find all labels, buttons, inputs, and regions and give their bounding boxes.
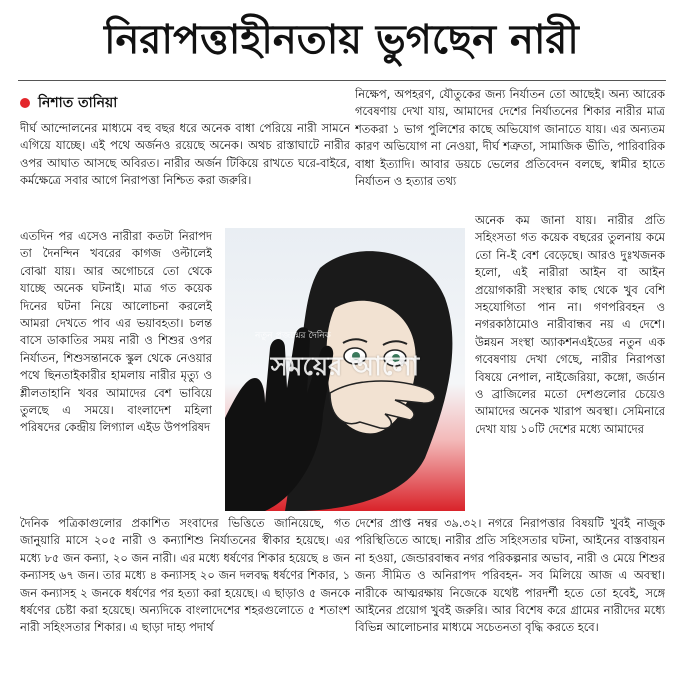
author-name: নিশাত তানিয়া bbox=[38, 95, 118, 111]
byline-bullet-icon bbox=[20, 98, 30, 108]
headline-rule bbox=[18, 80, 666, 81]
byline bbox=[20, 91, 117, 115]
headline: নিরাপত্তাহীনতায় ভুগছেন নারী bbox=[104, 17, 579, 63]
watermark-tagline: নতুন প্রজন্মের দৈনিক bbox=[255, 331, 331, 341]
illustration-frightened-woman bbox=[225, 228, 465, 511]
article-text: দীর্ঘ আন্দোলনের মাধ্যমে বহু বছর ধরে অনেক বাধা পেরিয়ে নারী সামনে এগিয়ে যাচ্ছে। এই পথে অর্জনও রয়েছে অনেক। অথচ রাস্তাঘাটে নারীর ওপর আঘাত আসছে অবিরত। নারীর অর্জন টিকিয়ে রাখতে ঘরে-বাইরে, কর্মক্ষেত্রে সবার আগে নিরাপত্তা নিশ্চিত করা জরুরি। bbox=[20, 121, 350, 188]
article-text: এতদিন পর এসেও নারীরা কতটা নিরাপদ তা দৈনন্দিন খবরের কাগজ ওল্টালেই বোঝা যায়। আর অগোচরে তো থেকে যাচ্ছে অনেক ঘটনাই। মাত্র গত কয়েক দিনের ঘটনা নিয়ে আলোচনা করলেই আমরা দেখতে পাব এর ভয়াবহতা। চলন্ত বাসে ডাকাতির সময় নারী ও শিশুর ওপর নির্যাতন, শিশুসন্তানকে স্কুল থেকে নেওয়ার পথে ছিনতাইকারীর হামলায় নারীর মৃত্যু ও শ্লীলতাহানি খবর আমাদের বেশ ভাবিয়ে তুলছে এ সময়ে। বাংলাদেশ মহিলা পরিষদের কেন্দ্রীয় লিগ্যাল এইড উপপরিষদ bbox=[20, 229, 212, 435]
article-column-bottom-right bbox=[355, 515, 665, 675]
article-column-bottom-left bbox=[20, 515, 350, 675]
article-column-2a bbox=[355, 86, 665, 218]
article-column-1b bbox=[20, 228, 212, 512]
article-text: নিক্ষেপ, অপহরণ, যৌতুকের জন্য নির্যাতন তো আছেই। অন্য আরেক গবেষণায় দেখা যায়, আমাদের দেশের নির্যাতনের শিকার নারীর মাত্র শতকরা ১ ভাগ পুলিশের কাছে অভিযোগ জানাতে যায়। এর অন্যতম কারণ অভিযোগ না নেওয়া, দীর্ঘ শত্রুতা, সামাজিক ভীতি, পারিবারিক বাধা ইত্যাদি। আবার ডয়চে ভেলের প্রতিবেদন বলছে, স্বামীর হাতে নির্যাতন ও হত্যার তথ্য bbox=[355, 87, 665, 189]
watermark-logo: সময়ের আলো bbox=[270, 352, 420, 382]
article-text: দৈনিক পত্রিকাগুলোর প্রকাশিত সংবাদের ভিত্তিতে জানিয়েছে, গত জানুয়ারি মাসে ২০৫ নারী ও কন্যাশিশু নির্যাতনের স্বীকার হয়েছে। এর মধ্যে ৮৫ জন কন্যা, ২০ জন নারী। এর মধ্যে ধর্ষণের শিকার হয়েছে ৪ জন কন্যাসহ ৬৭ জন। তার মধ্যে ৪ কন্যাসহ ২০ জন দলবদ্ধ ধর্ষণের শিকার, ১ জন কন্যাসহ ২ জনকে ধর্ষণের পর হত্যা করা হয়েছে। এ ছাড়াও ৫ জনকে ধর্ষণের চেষ্টা করা হয়েছে। অন্যদিকে বাংলাদেশের শহরগুলোতে ৫ শতাংশ নারী সহিংসতার শিকার। এ ছাড়া দাহ্য পদার্থ bbox=[20, 516, 350, 635]
article-text: অনেক কম জানা যায়। নারীর প্রতি সহিংসতা গত কয়েক বছরের তুলনায় কমে তো নি-ই বেশ বেড়েছে। আরও দুঃখজনক হলো, এই নারীরা আইন বা আইন প্রয়োগকারী সংস্থার কাছ থেকে খুব বেশি সহযোগিতা পান না। গণপরিবহন ও নগরকাঠামোও নারীবান্ধব নয় এ দেশে। উন্নয়ন সংস্থা অ্যাকশনএইডের নতুন এক গবেষণায় দেখা গেছে, নারীর নিরাপত্তা বিষয়ে নেপাল, নাইজেরিয়া, কঙ্গো, জর্ডান ও ব্রাজিলের মতো দেশগুলোর চেয়েও আমাদের অনেক খারাপ অবস্থা। সেমিনারে দেখা যায় ১০টি দেশের মধ্যে আমাদের bbox=[475, 213, 665, 436]
article-text: দেশের প্রাপ্ত নম্বর ৩৯.৩২। নগরে নিরাপত্তার বিষয়টি খুবই নাজুক পরিস্থিতিতে আছে। নারীর প্রতি সহিংসতার ঘটনা, আইনের বাস্তবায়ন না হওয়া, জেন্ডারবান্ধব নগর পরিকল্পনার অভাব, নারী ও মেয়ে শিশুর জন্য সীমিত ও অনিরাপদ পরিবহন- সব মিলিয়ে আজ এ অবস্থা। নারীকে আত্মরক্ষায় নিজেকে যথেষ্ট পারদর্শী হতে তো হবেই, সঙ্গে আইনের প্রয়োগ খুবই জরুরি। আর বিশেষ করে গ্রামের নারীদের মধ্যে বিভিন্ন আলোচনার মাধ্যমে সচেতনতা বৃদ্ধি করতে হবে। bbox=[355, 516, 665, 635]
article-column-2b bbox=[475, 212, 665, 516]
article-column-1a bbox=[20, 120, 350, 224]
